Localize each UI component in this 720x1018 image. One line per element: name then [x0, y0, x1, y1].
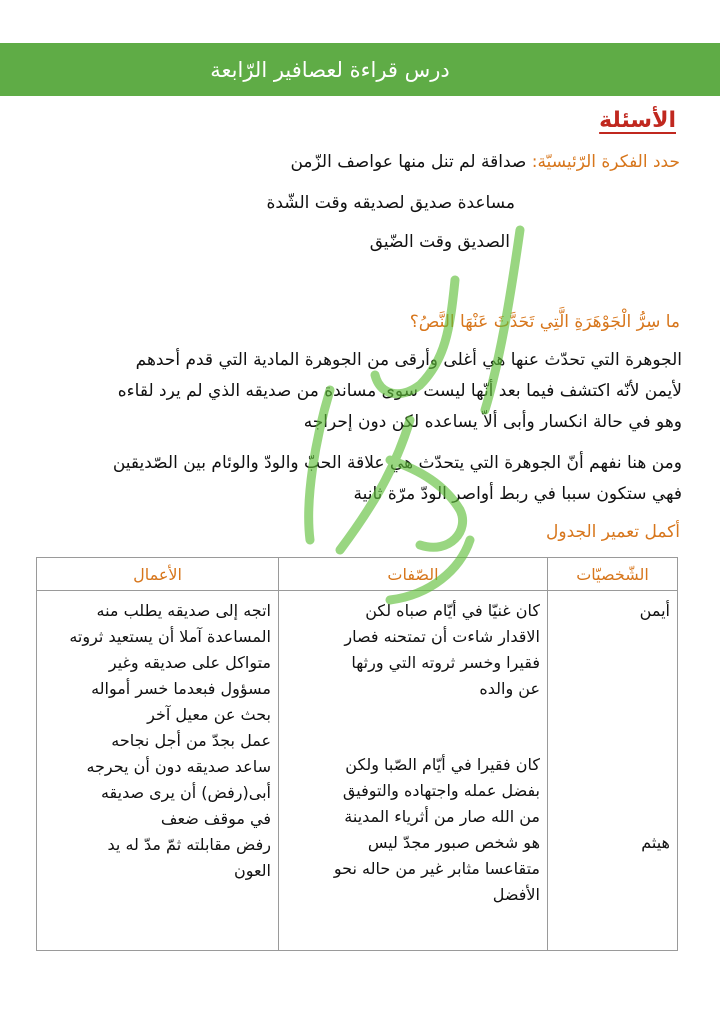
action-line: رفض مقابلته ثمّ مدّ له يد: [107, 835, 271, 854]
main-idea-answer-2: مساعدة صديق لصديقه وقت الشّدة: [266, 193, 515, 213]
action-line: مسؤول فبعدما خسر أمواله: [91, 679, 271, 698]
trait-line: هو شخص صبور مجدّ ليس: [367, 833, 540, 852]
action-line: المساعدة آملا أن يستعيد ثروته: [69, 627, 271, 646]
lesson-title: درس قراءة لعصافير الرّابعة: [210, 57, 450, 82]
answer-line: لأيمن لأنّه اكتشف فيما بعد أنّها ليست سوى مساندة من صديقه الذي لم يرد لقاءه: [117, 381, 682, 401]
header-characters: الشّخصيّات: [548, 558, 678, 591]
action-line: أبى(رفض) أن يرى صديقه: [100, 783, 271, 802]
main-idea-line: [290, 152, 680, 172]
questions-heading: الأسئلة: [599, 108, 676, 133]
secret-question: ما سِرُّ الْجَوْهَرَةِ الَّتِي تَحَدَّثَ عَنْهَا النَّصُ؟: [409, 312, 680, 332]
trait-line: عن والده: [479, 679, 540, 698]
answer-line: فهي ستكون سببا في ربط أواصر الودّ مرّة ثانية: [353, 484, 682, 504]
characters-table: [36, 557, 678, 951]
action-line: متواكل على صديقه وغير: [108, 653, 271, 672]
traits-haytham: [280, 746, 546, 908]
trait-line: متقاعسا مثابر غير من حاله نحو: [333, 859, 540, 878]
character-name-haytham: هيثم: [641, 833, 670, 852]
actions-cell: [37, 591, 279, 951]
main-idea-prompt: حدد الفكرة الرّئيسيّة:: [531, 152, 680, 172]
action-line: اتجه إلى صديقه يطلب منه: [96, 601, 271, 620]
table-row: [37, 591, 678, 951]
trait-line: كان غنيّا في أيّام صباه لكن: [365, 601, 540, 620]
table-prompt: أكمل تعمير الجدول: [546, 522, 680, 542]
trait-line: من الله صار من أثرياء المدينة: [344, 807, 540, 826]
title-banner: [0, 43, 720, 96]
handwritten-watermark: [270, 210, 590, 610]
main-idea-answer-1: صداقة لم تنل منها عواصف الزّمن: [290, 152, 527, 172]
header-traits: الصّفات: [279, 558, 548, 591]
answer-line: الجوهرة التي تحدّث عنها هي أغلى وأرقى من الجوهرة المادية التي قدم أحدهم: [135, 350, 682, 370]
action-line: ساعد صديقه دون أن يحرجه: [86, 757, 271, 776]
trait-line: كان فقيرا في أيّام الصّبا ولكن: [345, 755, 540, 774]
trait-line: الأفضل: [492, 885, 540, 904]
header-actions: الأعمال: [37, 558, 279, 591]
answer-line: ومن هنا نفهم أنّ الجوهرة التي يتحدّث هي علاقة الحبّ والودّ والوئام بين الصّديقين: [112, 453, 682, 473]
action-line: العون: [233, 861, 271, 880]
trait-line: بفضل عمله واجتهاده والتوفيق: [342, 781, 540, 800]
action-line: عمل بجدّ من أجل نجاحه: [111, 731, 271, 750]
main-idea-answer-3: الصديق وقت الضّيق: [369, 232, 510, 252]
trait-line: فقيرا وخسر ثروته التي ورثها: [351, 653, 540, 672]
actions-list: [38, 592, 277, 884]
traits-cell: [279, 591, 548, 951]
action-line: في موقف ضعف: [160, 809, 271, 828]
action-line: بحث عن معيل آخر: [147, 705, 271, 724]
answer-line: وهو في حالة انكسار وأبى ألاّ يساعده لكن دون إحراجه: [303, 412, 682, 432]
trait-line: الاقدار شاءت أن تمتحنه فصار: [344, 627, 540, 646]
names-cell: [548, 591, 678, 951]
character-name-ayman: أيمن: [639, 601, 670, 620]
